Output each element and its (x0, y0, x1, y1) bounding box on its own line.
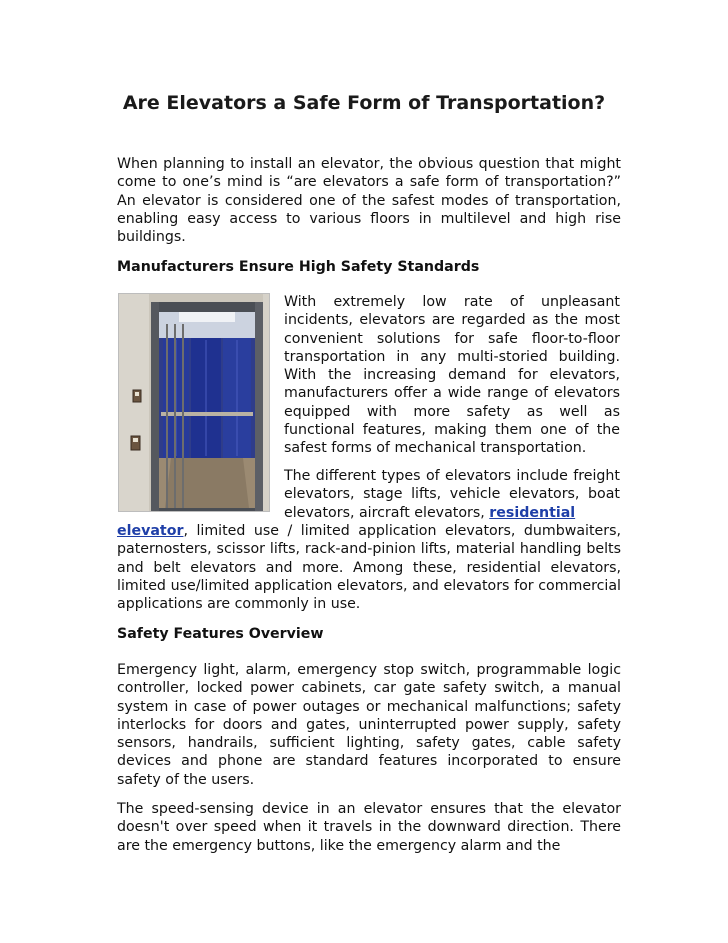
section2-paragraph2 (117, 800, 621, 855)
section1-paragraph1 (284, 293, 620, 458)
section2-paragraph2-text: The speed-sensing device in an elevator ensures that the elevator doesn't over speed when it travels in the downward direction. There are the emergency buttons, like the emergency alarm and the (117, 801, 621, 854)
elevator-photo (118, 293, 270, 512)
intro-text: When planning to install an elevator, the obvious question that might come to one’s mind is “are elevators a safe form of transportation?” An elevator is considered one of the safest modes of transportation, enabling easy access to various floors in multilevel and high rise buildings. (117, 156, 621, 246)
section-heading-safety-standards: Manufacturers Ensure High Safety Standards (117, 259, 480, 275)
residential-elevator-link-start[interactable]: residential (489, 504, 576, 521)
section1-paragraph2-wrap (284, 467, 620, 522)
section2-paragraph1-text: Emergency light, alarm, emergency stop switch, programmable logic controller, locked power cabinets, car gate safety switch, a manual system in case of power outages or mechanical malfunctions; safety interlocks for doors and gates, uninterrupted power supply, safety sensors, handrails, sufficient lighting, safety gates, cable safety devices and phone are standard features incorporated to ensure safety of the users. (117, 662, 621, 788)
section1-paragraph2-continued (117, 522, 621, 613)
elevator-illustration (119, 294, 270, 512)
section1-paragraph1-text: With extremely low rate of unpleasant incidents, elevators are regarded as the most convenient solutions for safe floor-to-floor transportation in any multi-storied building. With the increasing demand for elevators, manufacturers offer a wide range of elevators equipped with more safety as well as functional features, making them one of the safest forms of mechanical transportation. (284, 294, 620, 457)
section-heading-safety-features: Safety Features Overview (117, 626, 324, 642)
paragraph2-lead-text: The different types of elevators include freight elevators, stage lifts, vehicle elevators, boat elevators, aircraft elevators, (284, 468, 620, 521)
intro-paragraph (117, 155, 621, 246)
paragraph2-rest-text: , limited use / limited application elevators, dumbwaiters, paternosters, scissor lifts, rack-and-pinion lifts, material handling belts and belt elevators and more. Among these, residential elevators, limited use/limited application elevators, and elevators for commercial applications are commonly in use. (117, 523, 621, 613)
section1-paragraph2-wrap-text (284, 467, 620, 522)
residential-elevator-link-end[interactable]: elevator (117, 523, 184, 539)
page-title: Are Elevators a Safe Form of Transportation? (122, 92, 606, 114)
section1-paragraph2-continued-text (117, 522, 621, 613)
section2-paragraph1 (117, 661, 621, 789)
